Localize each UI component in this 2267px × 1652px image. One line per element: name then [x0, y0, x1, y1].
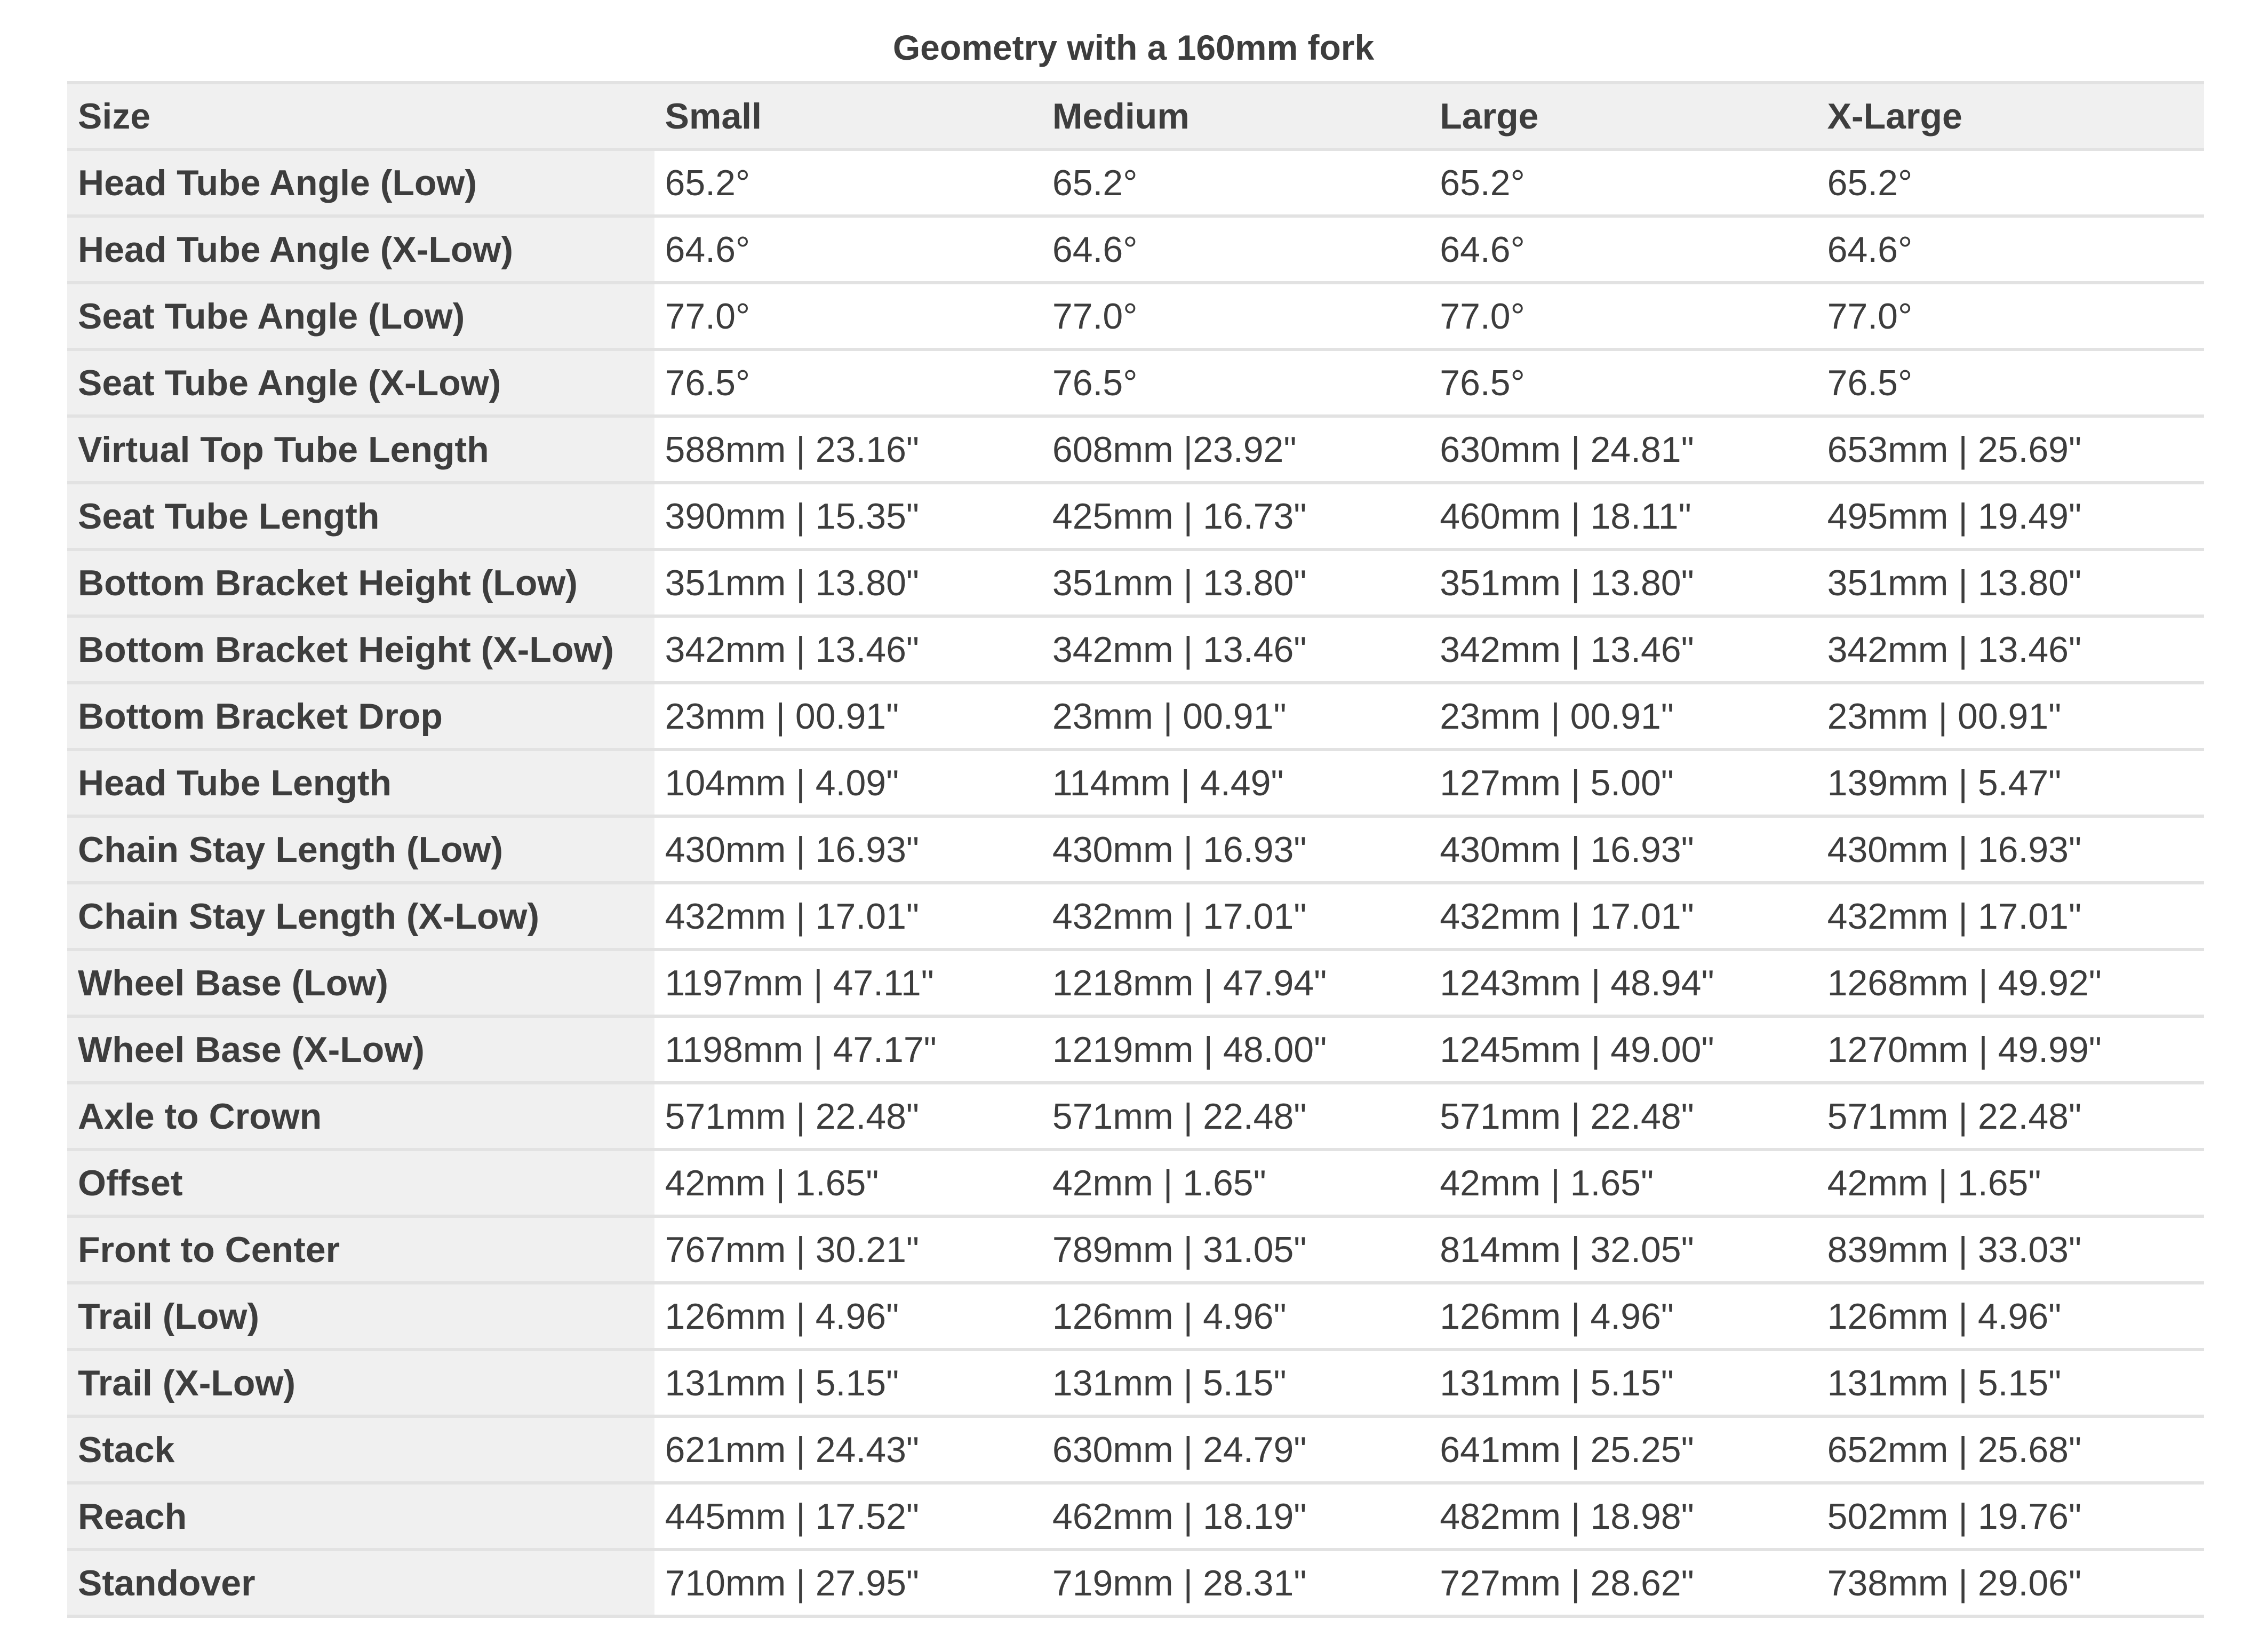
- cell-small: 1198mm | 47.17": [654, 1016, 1042, 1083]
- cell-large: 460mm | 18.11": [1429, 483, 1816, 549]
- cell-x-large: 653mm | 25.69": [1817, 416, 2204, 483]
- cell-x-large: 652mm | 25.68": [1817, 1416, 2204, 1483]
- table-row: [67, 349, 2204, 416]
- table-row: [67, 883, 2204, 949]
- table-row: [67, 149, 2204, 216]
- cell-large: 131mm | 5.15": [1429, 1350, 1816, 1416]
- cell-medium: 342mm | 13.46": [1042, 616, 1429, 683]
- table-row: [67, 1483, 2204, 1550]
- cell-large: 571mm | 22.48": [1429, 1083, 1816, 1150]
- cell-medium: 462mm | 18.19": [1042, 1483, 1429, 1550]
- cell-large: 727mm | 28.62": [1429, 1550, 1816, 1616]
- cell-medium: 64.6°: [1042, 216, 1429, 283]
- row-label: Seat Tube Length: [67, 483, 654, 549]
- cell-x-large: 76.5°: [1817, 349, 2204, 416]
- table-title: Geometry with a 160mm fork: [892, 28, 1375, 67]
- cell-x-large: 738mm | 29.06": [1817, 1550, 2204, 1616]
- row-label: Bottom Bracket Height (Low): [67, 549, 654, 616]
- cell-small: 432mm | 17.01": [654, 883, 1042, 949]
- table-row: [67, 416, 2204, 483]
- cell-x-large: 432mm | 17.01": [1817, 883, 2204, 949]
- cell-small: 77.0°: [654, 283, 1042, 349]
- row-label: Bottom Bracket Drop: [67, 683, 654, 749]
- cell-small: 571mm | 22.48": [654, 1083, 1042, 1150]
- cell-large: 23mm | 00.91": [1429, 683, 1816, 749]
- header-x-large: X-Large: [1817, 83, 2204, 149]
- row-label: Wheel Base (Low): [67, 949, 654, 1016]
- cell-small: 42mm | 1.65": [654, 1150, 1042, 1216]
- row-label: Trail (X-Low): [67, 1350, 654, 1416]
- table-row: [67, 216, 2204, 283]
- row-label: Chain Stay Length (Low): [67, 816, 654, 883]
- cell-medium: 114mm | 4.49": [1042, 749, 1429, 816]
- cell-x-large: 495mm | 19.49": [1817, 483, 2204, 549]
- cell-medium: 1219mm | 48.00": [1042, 1016, 1429, 1083]
- table-row: [67, 816, 2204, 883]
- header-large: Large: [1429, 83, 1816, 149]
- header-size: Size: [67, 83, 654, 149]
- table-row: [67, 1016, 2204, 1083]
- cell-small: 104mm | 4.09": [654, 749, 1042, 816]
- table-row: [67, 683, 2204, 749]
- cell-small: 445mm | 17.52": [654, 1483, 1042, 1550]
- cell-large: 76.5°: [1429, 349, 1816, 416]
- cell-small: 126mm | 4.96": [654, 1283, 1042, 1350]
- cell-medium: 65.2°: [1042, 149, 1429, 216]
- table-row: [67, 1216, 2204, 1283]
- table-row: [67, 1150, 2204, 1216]
- cell-medium: 630mm | 24.79": [1042, 1416, 1429, 1483]
- cell-x-large: 1270mm | 49.99": [1817, 1016, 2204, 1083]
- cell-large: 630mm | 24.81": [1429, 416, 1816, 483]
- table-row: [67, 1350, 2204, 1416]
- cell-small: 621mm | 24.43": [654, 1416, 1042, 1483]
- cell-medium: 77.0°: [1042, 283, 1429, 349]
- cell-large: 64.6°: [1429, 216, 1816, 283]
- row-label: Seat Tube Angle (X-Low): [67, 349, 654, 416]
- cell-large: 482mm | 18.98": [1429, 1483, 1816, 1550]
- cell-large: 1245mm | 49.00": [1429, 1016, 1816, 1083]
- cell-medium: 131mm | 5.15": [1042, 1350, 1429, 1416]
- cell-large: 127mm | 5.00": [1429, 749, 1816, 816]
- cell-small: 390mm | 15.35": [654, 483, 1042, 549]
- row-label: Head Tube Angle (X-Low): [67, 216, 654, 283]
- cell-medium: 608mm |23.92": [1042, 416, 1429, 483]
- row-label: Chain Stay Length (X-Low): [67, 883, 654, 949]
- cell-x-large: 139mm | 5.47": [1817, 749, 2204, 816]
- cell-medium: 571mm | 22.48": [1042, 1083, 1429, 1150]
- cell-large: 42mm | 1.65": [1429, 1150, 1816, 1216]
- cell-x-large: 351mm | 13.80": [1817, 549, 2204, 616]
- cell-x-large: 342mm | 13.46": [1817, 616, 2204, 683]
- cell-x-large: 23mm | 00.91": [1817, 683, 2204, 749]
- cell-large: 432mm | 17.01": [1429, 883, 1816, 949]
- cell-medium: 430mm | 16.93": [1042, 816, 1429, 883]
- cell-medium: 425mm | 16.73": [1042, 483, 1429, 549]
- row-label: Front to Center: [67, 1216, 654, 1283]
- cell-small: 430mm | 16.93": [654, 816, 1042, 883]
- row-label: Offset: [67, 1150, 654, 1216]
- cell-x-large: 839mm | 33.03": [1817, 1216, 2204, 1283]
- cell-medium: 1218mm | 47.94": [1042, 949, 1429, 1016]
- cell-x-large: 126mm | 4.96": [1817, 1283, 2204, 1350]
- row-label: Wheel Base (X-Low): [67, 1016, 654, 1083]
- cell-small: 131mm | 5.15": [654, 1350, 1042, 1416]
- cell-x-large: 1268mm | 49.92": [1817, 949, 2204, 1016]
- cell-x-large: 65.2°: [1817, 149, 2204, 216]
- cell-medium: 76.5°: [1042, 349, 1429, 416]
- row-label: Axle to Crown: [67, 1083, 654, 1150]
- cell-x-large: 64.6°: [1817, 216, 2204, 283]
- row-label: Head Tube Length: [67, 749, 654, 816]
- row-label: Trail (Low): [67, 1283, 654, 1350]
- cell-large: 814mm | 32.05": [1429, 1216, 1816, 1283]
- row-label: Head Tube Angle (Low): [67, 149, 654, 216]
- cell-small: 23mm | 00.91": [654, 683, 1042, 749]
- cell-large: 126mm | 4.96": [1429, 1283, 1816, 1350]
- cell-large: 77.0°: [1429, 283, 1816, 349]
- cell-medium: 23mm | 00.91": [1042, 683, 1429, 749]
- cell-x-large: 502mm | 19.76": [1817, 1483, 2204, 1550]
- row-label: Stack: [67, 1416, 654, 1483]
- table-row: [67, 1416, 2204, 1483]
- row-label: Standover: [67, 1550, 654, 1616]
- table-row: [67, 283, 2204, 349]
- header-row: [67, 83, 2204, 149]
- cell-medium: 719mm | 28.31": [1042, 1550, 1429, 1616]
- cell-small: 65.2°: [654, 149, 1042, 216]
- cell-large: 641mm | 25.25": [1429, 1416, 1816, 1483]
- header-small: Small: [654, 83, 1042, 149]
- cell-small: 710mm | 27.95": [654, 1550, 1042, 1616]
- table-row: [67, 549, 2204, 616]
- cell-large: 430mm | 16.93": [1429, 816, 1816, 883]
- cell-x-large: 131mm | 5.15": [1817, 1350, 2204, 1416]
- row-label: Seat Tube Angle (Low): [67, 283, 654, 349]
- table-row: [67, 949, 2204, 1016]
- cell-x-large: 77.0°: [1817, 283, 2204, 349]
- cell-small: 342mm | 13.46": [654, 616, 1042, 683]
- cell-medium: 126mm | 4.96": [1042, 1283, 1429, 1350]
- cell-large: 1243mm | 48.94": [1429, 949, 1816, 1016]
- cell-large: 65.2°: [1429, 149, 1816, 216]
- cell-small: 588mm | 23.16": [654, 416, 1042, 483]
- table-row: [67, 483, 2204, 549]
- cell-medium: 789mm | 31.05": [1042, 1216, 1429, 1283]
- cell-x-large: 430mm | 16.93": [1817, 816, 2204, 883]
- row-label: Reach: [67, 1483, 654, 1550]
- table-row: [67, 1083, 2204, 1150]
- cell-large: 351mm | 13.80": [1429, 549, 1816, 616]
- cell-small: 767mm | 30.21": [654, 1216, 1042, 1283]
- cell-x-large: 571mm | 22.48": [1817, 1083, 2204, 1150]
- cell-large: 342mm | 13.46": [1429, 616, 1816, 683]
- cell-x-large: 42mm | 1.65": [1817, 1150, 2204, 1216]
- cell-small: 351mm | 13.80": [654, 549, 1042, 616]
- table-row: [67, 1550, 2204, 1616]
- cell-medium: 351mm | 13.80": [1042, 549, 1429, 616]
- header-medium: Medium: [1042, 83, 1429, 149]
- table-row: [67, 1283, 2204, 1350]
- cell-small: 1197mm | 47.11": [654, 949, 1042, 1016]
- row-label: Virtual Top Tube Length: [67, 416, 654, 483]
- cell-small: 64.6°: [654, 216, 1042, 283]
- table-row: [67, 749, 2204, 816]
- cell-small: 76.5°: [654, 349, 1042, 416]
- table-row: [67, 616, 2204, 683]
- cell-medium: 42mm | 1.65": [1042, 1150, 1429, 1216]
- row-label: Bottom Bracket Height (X-Low): [67, 616, 654, 683]
- cell-medium: 432mm | 17.01": [1042, 883, 1429, 949]
- geometry-table: [67, 81, 2204, 1618]
